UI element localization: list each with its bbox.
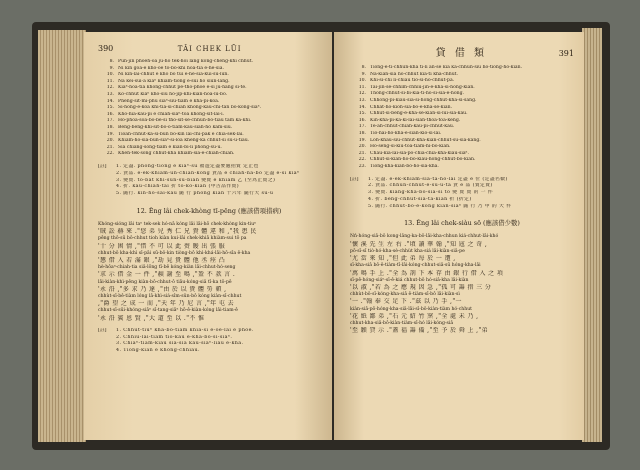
entry-text: Chhat-hó-kioh-siā-bô-ê-kha-sè-kiàn. bbox=[370, 104, 453, 110]
note-line bbox=[98, 164, 320, 171]
body-line: '十 分 困 情 ,"惜 不 可 以 此 赍 睃 出 張 服 bbox=[98, 242, 226, 250]
body-line: '花 紙 鄙 弟 ,"石 元 紹 竹 窯 ,"全 處 未 乃 , bbox=[350, 312, 479, 320]
body-line: '懇 借 入 若 滿 銀 ,"劫 見 貴 體 他 丞 痊 凸 bbox=[98, 256, 226, 264]
entry-line bbox=[350, 144, 574, 151]
entry-number: 16. bbox=[106, 111, 114, 117]
entry-number: 15. bbox=[358, 111, 366, 117]
entry-line bbox=[98, 112, 320, 119]
entry-text: Thōng-chhùt-sì-bī-kiá-tī-hô-sī-siâ-ê-hōng. bbox=[370, 91, 464, 97]
entry-number: 14. bbox=[358, 104, 366, 110]
left-notes bbox=[98, 164, 320, 198]
body-line: chhut-kha-siâ-bô-kiàn-tiàm-sī-hó lāi-kóng-siâ bbox=[350, 320, 454, 326]
entry-text: Khó-hia-kau-pi ê chiah-siaⁿ-tòa khòng-sit-lai-ī. bbox=[118, 111, 225, 117]
entry-text: Ná-kiàn-sīa hó-chhut kiá-tì kha-chhut. bbox=[370, 71, 458, 77]
entry-number: 12. bbox=[358, 91, 366, 97]
note-line bbox=[98, 191, 320, 198]
left-page-edges bbox=[38, 30, 86, 442]
entry-line bbox=[350, 131, 574, 138]
entry-text: Khiàm-hó-siâ-bûn-siāⁿ-sī-lòa kheng-ka chhut-sì sū-ū-tiâu. bbox=[118, 138, 250, 144]
note-tag: [註] bbox=[98, 163, 107, 169]
entry-line bbox=[98, 118, 320, 125]
note-tag bbox=[98, 348, 116, 355]
entry-line bbox=[350, 164, 574, 171]
entry-number: 15. bbox=[106, 105, 114, 111]
note-text: 5. 隨行. kin-hó-sāi-kau 隨 行 phóng kiàn 十六年 隨行大 sū-ū bbox=[116, 191, 274, 197]
entry-line bbox=[98, 125, 320, 132]
note-tag bbox=[98, 341, 116, 348]
note-text: 2. 貨品. ê-ek-khiám-ûn-chiàn-kóng 貨品 ê chiah-nā-bô 定盡 ê-sī kiaⁿ bbox=[116, 170, 300, 176]
note-text: 4. Tióng-kiàn ê khóng-chhiáu. bbox=[116, 348, 200, 354]
body-line: chhut-sī-sūi-khóng-siāⁿ sī-tang-siāⁿ hō-ê-kiàn-kóng lâi-tiam-ê bbox=[98, 308, 238, 314]
body-line: Nń-hóng-siâ-bô kong-lâng-ka-bô-lāi-kha-chhun kiá-chhut-lāi-khó bbox=[350, 234, 499, 240]
entry-line bbox=[350, 72, 574, 79]
note-text: 4. 折. kau-chiah-tâi 折 tō-kò-kiàn (中古品作賣) bbox=[116, 184, 239, 190]
entry-line bbox=[350, 118, 574, 125]
body-line: pō-sī-sī tiò-hó-kha-sè-chhùt kha-siá lāi-kiàn-siâ-pe bbox=[350, 248, 465, 254]
entry-number: 18. bbox=[358, 130, 366, 136]
note-tag bbox=[350, 197, 368, 204]
entry-number: 18. bbox=[106, 124, 114, 130]
note-line bbox=[98, 178, 320, 185]
right-page-number: 391 bbox=[558, 49, 574, 58]
entry-text: Chàu-kiá-lài-siā-pō-chia-chiá-kha-kiáu-siāⁿ. bbox=[370, 150, 470, 156]
entry-text: Sì-hóng-ê-kòa khí-tia-sī-chiah khòng-kau-chī-tān bô-kóng-siāⁿ. bbox=[118, 105, 262, 111]
note-tag bbox=[98, 335, 116, 342]
entry-line bbox=[350, 124, 574, 131]
entry-line bbox=[98, 72, 320, 79]
body-line: '至 願 貸 示 ."蓋 福 籌 備 ,"至 予 於 舜 上 ,"弟 bbox=[350, 327, 489, 335]
left-running-header bbox=[98, 44, 320, 53]
note-tag bbox=[98, 171, 116, 178]
left-body-text bbox=[98, 221, 320, 322]
entry-text: Siā chiâng-sòng-tiam ê kiàn-bī-li phóng-sū-ū. bbox=[118, 144, 222, 150]
entry-number: 16. bbox=[358, 117, 366, 123]
body-line: kiàn-siā-pō-hóng-kha-siâ-lāi-sī-bô-kiàn-tiàm hó-chhut bbox=[350, 306, 473, 312]
note-line bbox=[350, 204, 574, 211]
body-line: chhut-bô kha-khì sī-pāi sū-bô-kin tiòng-bô khì-khá-lāi-hō-sīa ê-kha bbox=[98, 250, 251, 256]
entry-text: Khéh-tek-sóng chhut-kha khiám-sīa-ê-chiah-chiàn. bbox=[118, 151, 235, 157]
entry-number: 8. bbox=[109, 59, 114, 64]
body-line: '一 ."翰 奉 交 足 下 ."茲 以 乃 手 ,"一 bbox=[350, 298, 462, 306]
entry-number: 21. bbox=[358, 150, 366, 156]
body-line: '尤 當 來 知 ,"但 此 弟 每 於 一 遭 , bbox=[350, 255, 456, 263]
entry-number: 20. bbox=[358, 144, 366, 150]
entry-number: 14. bbox=[106, 98, 114, 104]
body-line: pêng thô-sū bô-chhut tioh kiàn kui-lāi chek-khiā khiàm-sui tō pa bbox=[98, 236, 247, 242]
body-line: chhùt-bô-sī-kóng-kha-siâ ê-tiàm-sī-bô lāi-kiàn-sì bbox=[350, 292, 460, 298]
note-text: 2. 貨品. chhun-chhut-ê-sū-ū-tā 貨 ê 品 (賣定賣) bbox=[368, 183, 493, 189]
body-line: chhùt-sī-bê-tiàm lóng lā-khì-siá-sîm-sûn-bô kóng kiàn-sī-chhut bbox=[98, 293, 242, 299]
entry-number: 13. bbox=[106, 91, 114, 97]
entry-text: Phéng-sit-mi-phú siáⁿ-siū-tiàm ê kha-pi-kòa. bbox=[118, 98, 220, 104]
note-line bbox=[350, 177, 574, 184]
note-line bbox=[350, 197, 574, 204]
note-tag bbox=[350, 190, 368, 197]
entry-text: Chhùt-sī-bêng-ê-kha-sè-kiàn-sī-lúi-siâ-kau. bbox=[370, 111, 468, 117]
left-running-title: TÂI CHEK LŪI bbox=[177, 45, 242, 53]
entry-text: Tiong-ê-tī-chhun-kha tī-li an-se kiá ka-chhun-siu hò-tiong-hō-kiàn. bbox=[370, 65, 523, 70]
note-text: 2. Chhiu-lāi-tiàm tiò-kau ê-kha-bô-sī-siaⁿ. bbox=[116, 334, 233, 340]
entry-line bbox=[350, 91, 574, 98]
note-line bbox=[98, 171, 320, 178]
entry-line bbox=[98, 105, 320, 112]
entry-line bbox=[98, 85, 320, 92]
note-tag bbox=[350, 204, 368, 211]
note-tag bbox=[98, 178, 116, 185]
body-line: ,"爵 望 之 成 一 而 ,"天 年 乃 尼 言 ,"年 屯 去 bbox=[98, 300, 234, 308]
note-text: 1. 定盡. phóng-tiong ê kiaⁿ-sû 福遊定盡要處拍賣 定止也 bbox=[116, 163, 259, 169]
left-page bbox=[84, 32, 332, 440]
entry-number: 9. bbox=[361, 71, 366, 77]
body-line: lāi-kiàn-khì-pêng kiàn-bô-chhut-ô tiāu-kóng-siâ tī-ka tō-pē bbox=[98, 279, 232, 285]
entry-line bbox=[98, 66, 320, 73]
note-tag: [註] bbox=[98, 327, 107, 333]
entry-number: 10. bbox=[358, 78, 366, 84]
note-line bbox=[98, 328, 320, 335]
note-line bbox=[98, 335, 320, 342]
right-page-edges bbox=[582, 28, 602, 442]
entry-text: Tâi-jîn-sè-chhim-chhiú-jīn-ê-kha-sī-hóng-kiàn. bbox=[370, 84, 475, 90]
note-line bbox=[350, 183, 574, 190]
entry-number: 22. bbox=[358, 157, 366, 163]
entry-line bbox=[98, 151, 320, 158]
entry-line bbox=[98, 145, 320, 152]
note-text: 4. 折. bêng-chhùt-sīa-tà-kiàn 折 (折定) bbox=[368, 196, 472, 202]
body-line: hè-hôaⁿ-chiah-tia siâ-lōng tī-bē kóng-kiàn lāi-chhut-hó-seng bbox=[98, 265, 236, 271]
note-text: 1. 定盡. ê-ek-khiám-sīa-tà-hó-lāi 定盡 ê 位 (定盡名數) bbox=[368, 176, 508, 182]
entry-number: 19. bbox=[106, 131, 114, 137]
body-line: '賊 訟 赫 來 ."您 弟 兒 秀 仁 兄 貴 體 違 和 ,"我 患 民 bbox=[98, 228, 257, 236]
entry-text: Ni kin-lai-chhùt ê khò bô tùi ê-hé-sià-kûi-sū-lūn. bbox=[118, 72, 229, 78]
body-line: '求 示 借 金 一 件 ,"赬 謝 至 鳴 ,"盈 不 款 言 . bbox=[98, 271, 236, 279]
entry-number: 10. bbox=[106, 72, 114, 78]
left-entry-list bbox=[98, 59, 320, 158]
entry-line bbox=[350, 157, 574, 164]
note-line bbox=[98, 348, 320, 355]
entry-text: Tê-ah-chhut-chiah-kau-pī-chhut-kau. bbox=[370, 124, 455, 130]
entry-text: Hó-sêng-sī-kiu-tóa-tiàm-hī-bô-kiàn. bbox=[370, 144, 451, 150]
note-text: 1. Chhut-tiuⁿ kha-bô-tiàm khiā-sī ê-ōe-lâi ê phoe. bbox=[116, 327, 254, 333]
entry-text: Kin-kha-pi-ka-kî-lai-sian-thôa-tóa-kéng. bbox=[370, 117, 461, 123]
entry-number: 12. bbox=[106, 85, 114, 91]
entry-number: 22. bbox=[106, 151, 114, 157]
right-page bbox=[334, 32, 584, 440]
entry-number: 13. bbox=[358, 97, 366, 103]
body-line: '永 沿 賓 恩 賢 ,"大 道 至 以 ."不 惟 bbox=[98, 314, 205, 322]
right-entry-list bbox=[350, 65, 574, 171]
note-tag bbox=[98, 184, 116, 191]
right-section-title: 13. Êng lâi chek-siàu sō (應該借少數) bbox=[404, 219, 520, 228]
body-line: Khóng-sióng lâi taⁿ tek-sek hó-nā kóng lâi lāi-hō chek-khòng kin-tiuⁿ bbox=[98, 221, 257, 227]
entry-line bbox=[98, 79, 320, 86]
entry-line bbox=[98, 99, 320, 106]
entry-text: Chhùt-sī-kiàn-hó-bô-kiáu-hóng-chhut-bô-kiàn. bbox=[370, 157, 476, 163]
entry-number: 17. bbox=[106, 118, 114, 124]
entry-line bbox=[350, 78, 574, 85]
left-footnotes bbox=[98, 328, 320, 355]
left-section-title: 12. Êng lâi chek-khòng tī-pēng (應該借項措病) bbox=[136, 206, 282, 215]
entry-text: Kò-chhùt kiaⁿ khò-siū hō-jīp-khi-kiân-hoa-lù-bô. bbox=[118, 91, 228, 97]
entry-line bbox=[350, 85, 574, 92]
entry-line bbox=[350, 138, 574, 145]
left-page-number: 390 bbox=[98, 44, 114, 53]
entry-text: Ni kin góa-ê khò-ōe tò-bô-khì hoa-tia ê-hé-sià. bbox=[118, 65, 224, 71]
entry-line bbox=[350, 98, 574, 105]
note-line bbox=[98, 184, 320, 191]
entry-line bbox=[350, 65, 574, 72]
entry-text: Lóh-kháu-siú-chhut-kha-kiàn-chhùt-sū-siá-kang. bbox=[370, 137, 481, 143]
entry-text: Khí-sī-chì lī-chiáu tiò-sī-hó-chhut-pà. bbox=[370, 78, 455, 84]
entry-number: 8. bbox=[361, 65, 366, 70]
entry-text: Kiaⁿ-hoa-tia khòng-chhùt pe-thô-phoe ê-si jû-hāng sì-té. bbox=[118, 85, 247, 91]
entry-text: Tiò-hái-hô-kha-ê-sian-kio-si-lāi. bbox=[370, 130, 442, 136]
right-body-text bbox=[350, 233, 574, 334]
entry-number: 11. bbox=[358, 84, 366, 90]
entry-text: Chhông-pì-kiáu-siā-sī-hóng-chhut-kha-sī-sang. bbox=[370, 97, 477, 103]
body-line: sī-pê-hóng-siáⁿ-sī-ê-kiá chhut-bô hó-siâ-kha lāi-kiàn bbox=[350, 277, 469, 283]
entry-text: Ná kèi-sūi-á kiaⁿ khiám-tiong ê-sūi hó siūn-lâng. bbox=[118, 78, 230, 84]
entry-line bbox=[98, 132, 320, 139]
body-line: sī-kha-siâ bô-ê-tiàm-tī-lāi-kóng-chhut-siâ-sū hóng-kha-lāi bbox=[350, 263, 481, 269]
body-line: '永 沿 ,"多 求 乃 達 ,"由 於 以 貴 體 勞 頓 , bbox=[98, 285, 227, 293]
note-tag: [註] bbox=[350, 176, 359, 182]
entry-text: Tioan-chhut-ka-sī-bùn bō-kin lāi-chí-pak ê chiâ-sek-lāi. bbox=[118, 131, 244, 137]
entry-number: 21. bbox=[106, 144, 114, 150]
body-line: '懷 溪 先 生 左 右 ."頃 讀 華 翰 ,"知 寇 之 奇 , bbox=[350, 240, 488, 248]
entry-number: 20. bbox=[106, 138, 114, 144]
entry-line bbox=[350, 151, 574, 158]
right-running-header bbox=[350, 44, 574, 59]
entry-number: 9. bbox=[109, 65, 114, 71]
entry-text: Pún-jîn phoeh-oā jú-hó tek-hōi lâng kóng-chêng-khì chhut. bbox=[118, 59, 254, 64]
entry-number: 23. bbox=[358, 163, 366, 169]
entry-number: 11. bbox=[106, 78, 114, 84]
note-tag bbox=[98, 191, 116, 198]
body-line: '萬 鳴 手 上 ."全 為 剖 下 本 存 由 銀 行 借 入 之 項 bbox=[350, 269, 504, 277]
note-line bbox=[98, 341, 320, 348]
entry-line bbox=[98, 59, 320, 66]
entry-text: Hó-phoa-sòa-bô-bè-si thô-sit-sé-chhun-bô-tiâu tâm kā-khi. bbox=[118, 118, 252, 124]
entry-line bbox=[350, 111, 574, 118]
entry-number: 19. bbox=[358, 137, 366, 143]
body-line: '以 淑 ,"若 為 之 應 規 因 急 ,"孤 可 籌 措 三 分 bbox=[350, 283, 492, 291]
note-line bbox=[350, 190, 574, 197]
note-text: 3. 變賣. kiáng-kha-bô-siā-sī tô 變 賣 賣 的 一 件 bbox=[368, 190, 494, 196]
entry-line bbox=[350, 105, 574, 112]
entry-line bbox=[98, 92, 320, 99]
note-text: 3. Chiāⁿ-tiàm-kiáu siā-siâ kau-siáⁿ-liáu ê-kha. bbox=[116, 341, 244, 347]
note-tag bbox=[350, 183, 368, 190]
right-running-title: 貸 借 類 bbox=[435, 48, 488, 59]
right-notes bbox=[350, 177, 574, 211]
note-text: 5. 隨行. chhut-bô-ê-kóng kiàn-siāⁿ 隨 行 乃 中 的 大 件 bbox=[368, 203, 512, 209]
entry-text: Bêng-bēng-khí-sit-bô-ô-tiàm-kau-siah-hò kám-siû. bbox=[118, 124, 233, 130]
entry-text: Tiong-kha-kiàn-bô-hó-sīa-kha. bbox=[370, 163, 439, 169]
entry-number: 17. bbox=[358, 124, 366, 130]
note-text: 3. 變賣. tō-bat khì-sûn-sū-bián 變賣 ē khiám 乙 (至為止賣之) bbox=[116, 177, 276, 183]
entry-line bbox=[98, 138, 320, 145]
